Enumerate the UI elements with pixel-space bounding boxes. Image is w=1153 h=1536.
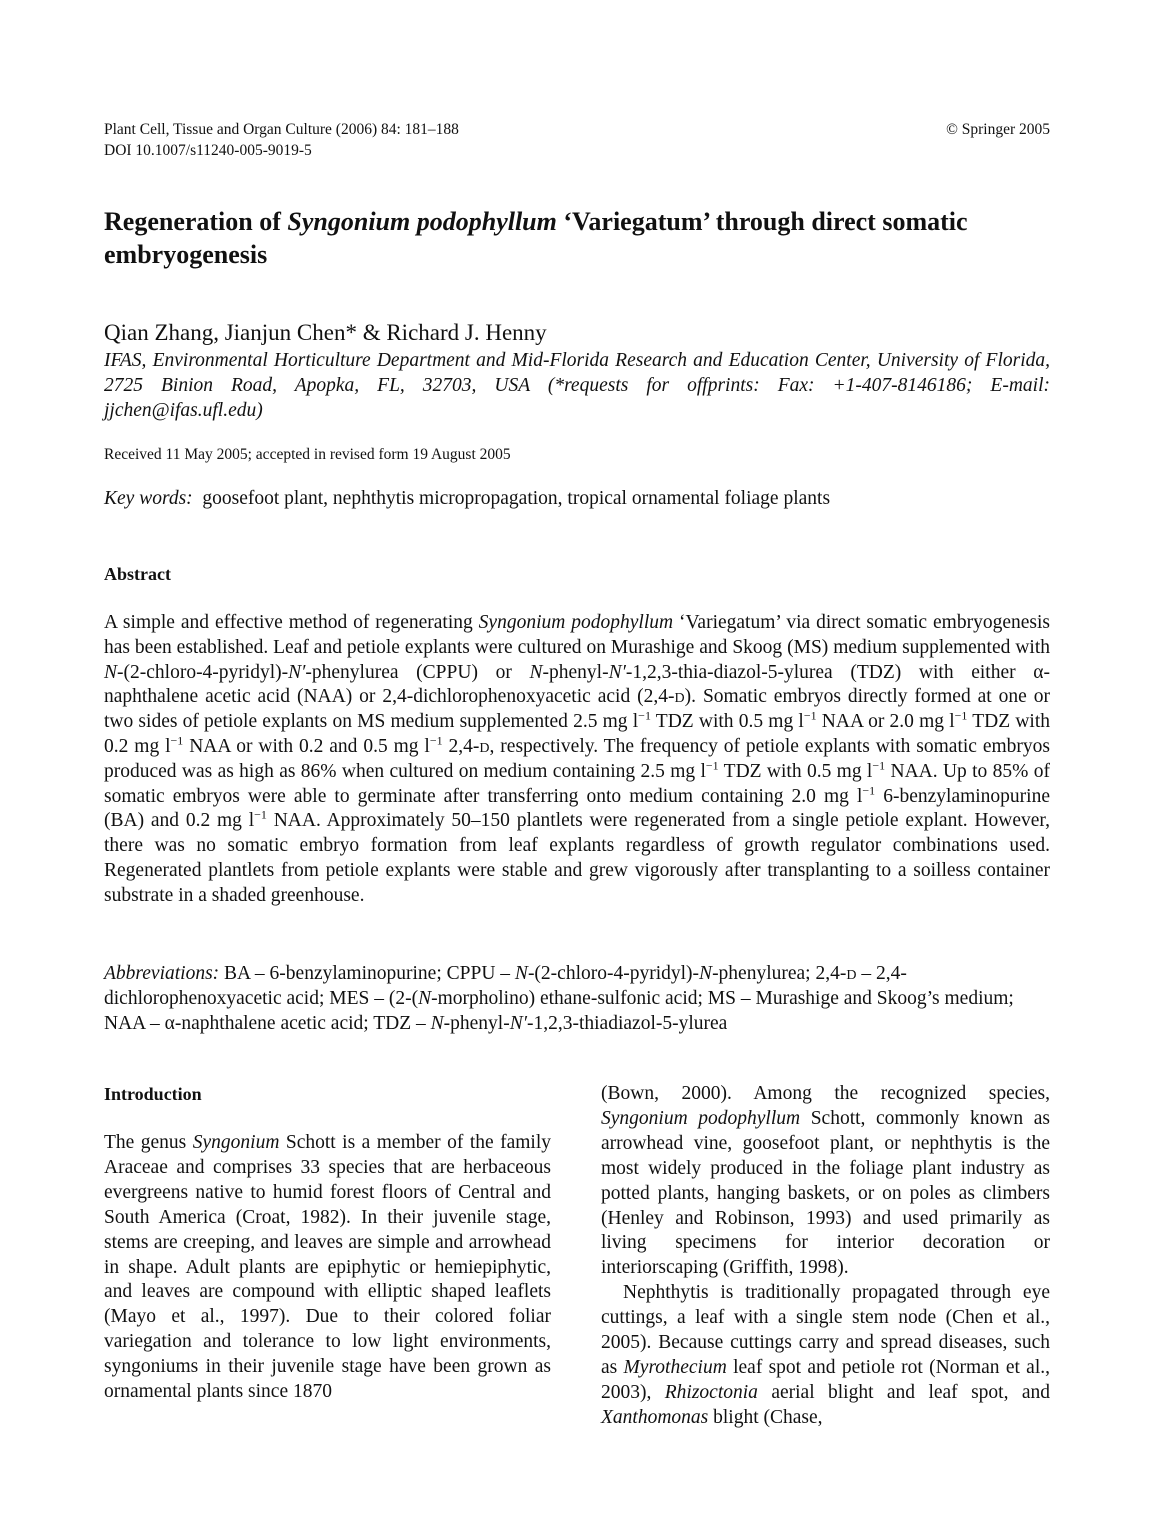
journal-header <box>104 119 459 161</box>
abstract-text: A simple and effective method of regenerating Syngonium podophyllum ‘Variegatum’ via direct somatic embryogenesis has been established. Leaf and petiole explants were cultured on Murashige and Skoog (MS) medium supplemented with N-(2-chloro-4-pyridyl)-N′-phenylurea (CPPU) or N-phenyl-N′-1,2,3-thia-diazol-5-ylurea (TDZ) with either α-naphthalene acetic acid (NAA) or 2,4-dichlorophenoxyacetic acid (2,4-d). Somatic embryos directly formed at one or two sides of petiole explants on MS medium supplemented 2.5 mg $l^{-1}$ TDZ with 0.5 mg $l^{-1}$ NAA or 2.0 mg $l^{-1}$ TDZ with 0.2 mg $l^{-1}$ NAA or with 0.2 and 0.5 mg $l^{-1}$ 2,4-d, respectively. The frequency of petiole explants with somatic embryos produced was as high as 86% when cultured on medium containing 2.5 mg $l^{-1}$ TDZ with 0.5 mg $l^{-1}$ NAA. Up to 85% of somatic embryos were able to germinate after transferring onto medium containing 2.0 mg $l^{-1}$ 6-benzylaminopurine (BA) and 0.2 mg $l^{-1}$ NAA. Approximately 50–150 plantlets were regenerated from a single petiole explant. However, there was no somatic embryo formation from leaf explants regardless of growth regulator combinations used. Regenerated plantlets from petiole explants were stable and grew vigorously after transplanting to a soilless container substrate in a shaded greenhouse. <box>104 612 1051 906</box>
abbreviations-label: Abbreviations: <box>104 963 220 984</box>
affiliation: IFAS, Environmental Horticulture Department and Mid-Florida Research and Education Center, University of Florida, 2725 Binion Road, Apopka, FL, 32703, USA (*requests for offprints: Fax: +1-407-8146186; E-mail: jjchen@ifas.ufl.edu) <box>104 350 1050 421</box>
keywords-label: Key words: <box>104 488 193 509</box>
species-name: Syngonium podophyllum <box>287 207 557 236</box>
journal-citation: Plant Cell, Tissue and Organ Culture (2006) 84: 181–188 <box>104 121 459 138</box>
received-dates: Received 11 May 2005; accepted in revised form 19 August 2005 <box>104 446 511 463</box>
copyright: © Springer 2005 <box>946 121 1050 138</box>
abbreviations: Abbreviations: BA – 6-benzylaminopurine; CPPU – N-(2-chloro-4-pyridyl)-N-phenylurea; 2,4-d – 2,4-dichlorophenoxyacetic acid; MES – (2-(N-morpholino) ethane-sulfonic acid; MS – Murashige and Skoog’s medium; NAA – α-naphthalene acetic acid; TDZ – N-phenyl-N′-1,2,3-thiadiazol-5-ylurea <box>104 963 1014 1034</box>
introduction-paragraph-2: Nephthytis is traditionally propagated through eye cuttings, a leaf with a single stem node (Chen et al., 2005). Because cuttings carry and spread diseases, such as Myrothecium leaf spot and petiole rot (Norman et al., 2003), Rhizoctonia aerial blight and leaf spot, and Xanthomonas blight (Chase, <box>601 1282 1050 1428</box>
introduction-paragraph-1: The genus Syngonium Schott is a member of the family Araceae and comprises 33 species that are herbaceous evergreens native to humid forest floors of Central and South America (Croat, 1982). In their juvenile stage, stems are creeping, and leaves are simple and arrowhead in shape. Adult plants are epiphytic or hemiepiphytic, and leaves are compound with elliptic shaped leaflets (Mayo et al., 1997). Due to their colored foliar variegation and tolerance to low light environments, syngoniums in their juvenile stage have been grown as ornamental plants since 1870 <box>104 1132 552 1403</box>
introduction-paragraph-1-cont: (Bown, 2000). Among the recognized species, Syngonium podophyllum Schott, commonly known as arrowhead vine, goosefoot plant, or nephthytis is the most widely produced in the foliage plant industry as potted plants, hanging baskets, or on poles as climbers (Henley and Robinson, 1993) and used primarily as living specimens for interior decoration or interiorscaping (Griffith, 1998). <box>601 1083 1050 1279</box>
introduction-right-column <box>601 1082 1050 1431</box>
introduction-heading: Introduction <box>104 1084 202 1104</box>
keywords <box>104 487 830 511</box>
doi: DOI 10.1007/s11240-005-9019-5 <box>104 142 312 159</box>
keywords-text: goosefoot plant, nephthytis micropropagation, tropical ornamental foliage plants <box>202 488 831 509</box>
article-title: Regeneration of Syngonium podophyllum ‘Variegatum’ through direct somatic embryogenesis <box>104 207 968 269</box>
authors: Qian Zhang, Jianjun Chen* & Richard J. Henny <box>104 320 547 345</box>
abstract-heading: Abstract <box>104 564 171 584</box>
